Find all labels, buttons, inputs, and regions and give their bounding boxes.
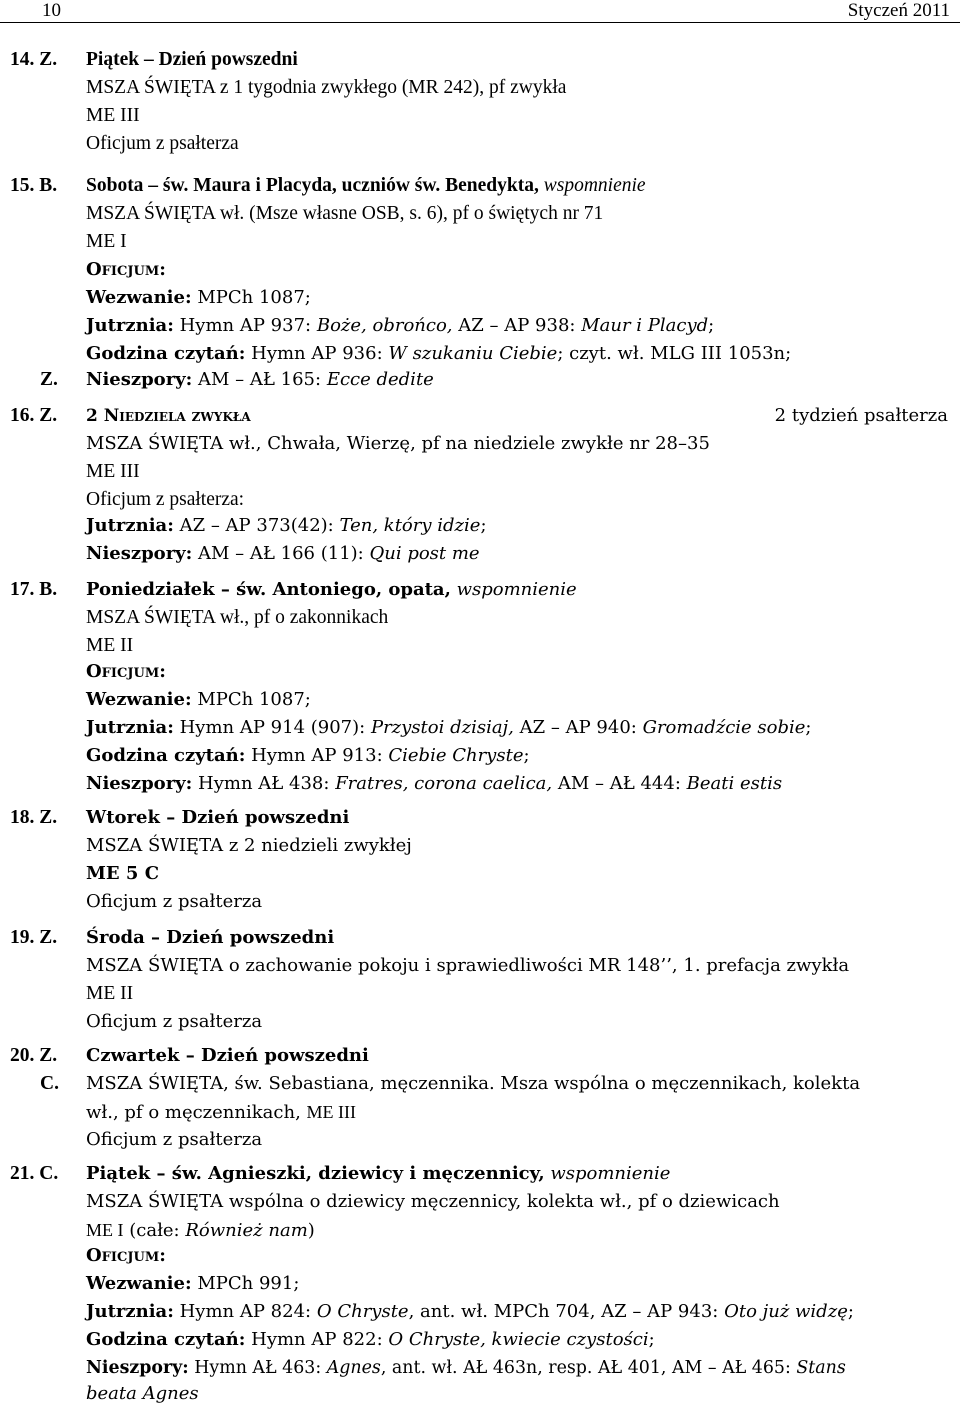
line-label: Nieszpory: xyxy=(86,543,193,564)
line-text: (całe: xyxy=(129,1220,180,1241)
line-text: , ant. wł. MPCh 704, AZ – AP 943: xyxy=(408,1301,719,1322)
me-line: ME II xyxy=(86,635,134,656)
line-text: MPCh 991; xyxy=(197,1273,300,1294)
entry-title: Wtorek – Dzień powszedni xyxy=(86,807,350,828)
line-label: Nieszpory: xyxy=(86,369,193,390)
line-end: ; xyxy=(847,1301,854,1322)
office-line-nieszpory xyxy=(86,542,480,566)
line-label: Jutrznia: xyxy=(86,717,174,738)
line-text: , ant. wł. AŁ 463n, resp. AŁ 401, AM – AŁ 465: xyxy=(380,1358,791,1378)
mass-line: MSZA ŚWIĘTA wł. (Msze własne OSB, s. 6), pf o świętych nr 71 xyxy=(86,203,604,224)
entry-date: 14. Z. xyxy=(10,49,58,70)
line-end: ; xyxy=(648,1329,655,1350)
line-italic: O Chryste xyxy=(316,1301,409,1322)
line-label: Godzina czytań: xyxy=(86,1329,246,1350)
me-line: ME III xyxy=(86,105,140,126)
office-line-nieszpory xyxy=(86,1356,846,1380)
line-end: ) xyxy=(307,1220,315,1241)
line-label: Nieszpory: xyxy=(86,1358,189,1378)
line-label: Wezwanie: xyxy=(86,689,192,710)
line-text: AM – AŁ 166 (11): xyxy=(198,543,364,564)
line-italic: Przystoi dzisiaj, xyxy=(370,717,514,738)
office-heading: Oficjum: xyxy=(86,259,166,280)
office-line-wezwanie xyxy=(86,688,311,712)
line-text: Hymn AP 936: xyxy=(251,343,383,364)
line-italic: Ciebie Chryste xyxy=(388,745,524,766)
line-text: Hymn AP 937: xyxy=(179,315,312,336)
line-text: AM – AŁ 165: xyxy=(198,369,322,390)
office-line-godzina xyxy=(86,744,530,768)
office-heading: Oficjum: xyxy=(86,661,166,682)
line-end: ; xyxy=(708,315,715,336)
line-text: Hymn AP 913: xyxy=(251,745,383,766)
office-line-jutrznia xyxy=(86,514,487,538)
mass-line: MSZA ŚWIĘTA z 2 niedzieli zwykłej xyxy=(86,835,412,856)
line-text: AZ – AP 940: xyxy=(519,717,637,738)
line-text: Hymn AP 914 (907): xyxy=(179,717,366,738)
line-end: ; xyxy=(805,717,812,738)
entry-subdate: Z. xyxy=(40,369,58,390)
line-italic: Beati estis xyxy=(686,773,783,794)
line-text: MPCh 1087; xyxy=(197,689,311,710)
me-line: ME II xyxy=(86,983,134,1004)
office-line-nieszpory-cont: beata Agnes xyxy=(86,1383,199,1404)
line-italic: Gromadźcie sobie xyxy=(642,717,806,738)
entry-date: 15. B. xyxy=(10,175,58,196)
me-line xyxy=(86,1218,315,1243)
mass-line-2 xyxy=(86,1100,356,1125)
line-italic: Qui post me xyxy=(369,543,480,564)
mass-line: MSZA ŚWIĘTA o zachowanie pokoju i sprawiedliwości MR 148’’, 1. prefacja zwykła xyxy=(86,955,850,976)
office-line-jutrznia xyxy=(86,1300,854,1324)
entry-title xyxy=(86,174,646,198)
office-line: Oficjum z psałterza xyxy=(86,891,263,912)
line-label: Jutrznia: xyxy=(86,1301,174,1322)
office-line-godzina xyxy=(86,1328,655,1352)
entry-title xyxy=(86,1162,670,1186)
office-line-nieszpory xyxy=(86,772,782,796)
office-line-wezwanie xyxy=(86,286,311,310)
office-line: Oficjum z psałterza xyxy=(86,1129,263,1150)
line-text: Hymn AP 822: xyxy=(251,1329,383,1350)
entry-date: 17. B. xyxy=(10,579,58,600)
office-line-nieszpory xyxy=(86,368,434,392)
line-italic: Fratres, corona caelica, xyxy=(335,773,553,794)
office-line-wezwanie xyxy=(86,1272,299,1296)
line-end: ; xyxy=(523,745,530,766)
line-label: Nieszpory: xyxy=(86,773,193,794)
mass-line: MSZA ŚWIĘTA wł., Chwała, Wierzę, pf na niedziele zwykłe nr 28–35 xyxy=(86,433,710,454)
mass-line: MSZA ŚWIĘTA wł., pf o zakonnikach xyxy=(86,607,389,628)
entry-title-text: Sobota – św. Maura i Placyda, uczniów św. Benedykta, xyxy=(86,175,539,196)
line-label: Jutrznia: xyxy=(86,315,174,336)
me-line: ME I xyxy=(86,231,127,252)
line-text: AZ – AP 373(42): xyxy=(179,515,334,536)
mass-line: MSZA ŚWIĘTA wspólna o dziewicy męczennicy, kolekta wł., pf o dziewicach xyxy=(86,1191,780,1212)
entry-title: Środa – Dzień powszedni xyxy=(86,927,335,948)
line-text: Hymn AŁ 438: xyxy=(198,773,330,794)
line-text: Hymn AP 824: xyxy=(179,1301,312,1322)
me-text: ME I xyxy=(86,1220,124,1240)
line-label: Godzina czytań: xyxy=(86,343,246,364)
entry-title: Piątek – Dzień powszedni xyxy=(86,49,298,70)
line-label: Wezwanie: xyxy=(86,1273,192,1294)
line-label: Wezwanie: xyxy=(86,287,192,308)
entry-title: Czwartek – Dzień powszedni xyxy=(86,1045,369,1066)
entry-rank: wspomnienie xyxy=(456,579,577,600)
office-line-jutrznia xyxy=(86,716,812,740)
line-italic: Stans xyxy=(796,1358,846,1378)
entry-title-text: Poniedziałek – św. Antoniego, opata, xyxy=(86,579,451,600)
month-label: Styczeń 2011 xyxy=(847,0,950,21)
line-text: wł., pf o męczennikach, xyxy=(86,1102,301,1123)
me-line: ME III xyxy=(86,461,140,482)
page-number: 10 xyxy=(42,0,61,21)
entry-date: 20. Z. xyxy=(10,1045,58,1066)
entry-date: 21. C. xyxy=(10,1163,59,1184)
office-line-jutrznia xyxy=(86,314,714,338)
office-heading: Oficjum: xyxy=(86,1245,166,1266)
office-line-godzina xyxy=(86,342,791,366)
line-label: Godzina czytań: xyxy=(86,745,246,766)
entry-date: 18. Z. xyxy=(10,807,58,828)
line-italic: Ten, który idzie xyxy=(339,515,481,536)
entry-title xyxy=(86,578,577,602)
mass-line: MSZA ŚWIĘTA, św. Sebastiana, męczennika. Msza wspólna o męczennikach, kolekta xyxy=(86,1073,861,1094)
entry-subdate: C. xyxy=(40,1073,59,1094)
line-text: Hymn AŁ 463: xyxy=(194,1358,322,1378)
office-line: Oficjum z psałterza: xyxy=(86,489,245,510)
entry-rank: wspomnienie xyxy=(550,1163,671,1184)
line-italic: Maur i Placyd xyxy=(581,315,709,336)
line-text: ; czyt. wł. MLG III 1053n; xyxy=(557,343,792,364)
psalter-week: 2 tydzień psałterza xyxy=(774,405,948,426)
line-label: Jutrznia: xyxy=(86,515,174,536)
line-italic: O Chryste, kwiecie czystości xyxy=(388,1329,649,1350)
entry-title-text: Piątek – św. Agnieszki, dziewicy i męczennicy, xyxy=(86,1163,545,1184)
line-italic: Agnes xyxy=(326,1358,381,1378)
line-end: ; xyxy=(480,515,487,536)
entry-rank: wspomnienie xyxy=(543,175,646,196)
line-italic: Boże, obrońco, xyxy=(316,315,453,336)
entry-date: 16. Z. xyxy=(10,405,58,426)
line-italic: W szukaniu Ciebie xyxy=(388,343,558,364)
page-header xyxy=(0,0,960,23)
office-line: Oficjum z psałterza xyxy=(86,133,239,154)
entry-date: 19. Z. xyxy=(10,927,58,948)
line-italic: Oto już widzę xyxy=(724,1301,848,1322)
mass-line: MSZA ŚWIĘTA z 1 tygodnia zwykłego (MR 242), pf zwykła xyxy=(86,77,567,98)
me-line: ME 5 C xyxy=(86,863,160,884)
line-italic: Również nam xyxy=(185,1220,308,1241)
line-text: AZ – AP 938: xyxy=(458,315,576,336)
me-line: ME III xyxy=(306,1102,357,1122)
line-text: AM – AŁ 444: xyxy=(557,773,681,794)
line-italic: Ecce dedite xyxy=(326,369,434,390)
entry-title: 2 Niedziela zwykła xyxy=(86,406,251,426)
line-text: MPCh 1087; xyxy=(197,287,311,308)
office-line: Oficjum z psałterza xyxy=(86,1011,263,1032)
